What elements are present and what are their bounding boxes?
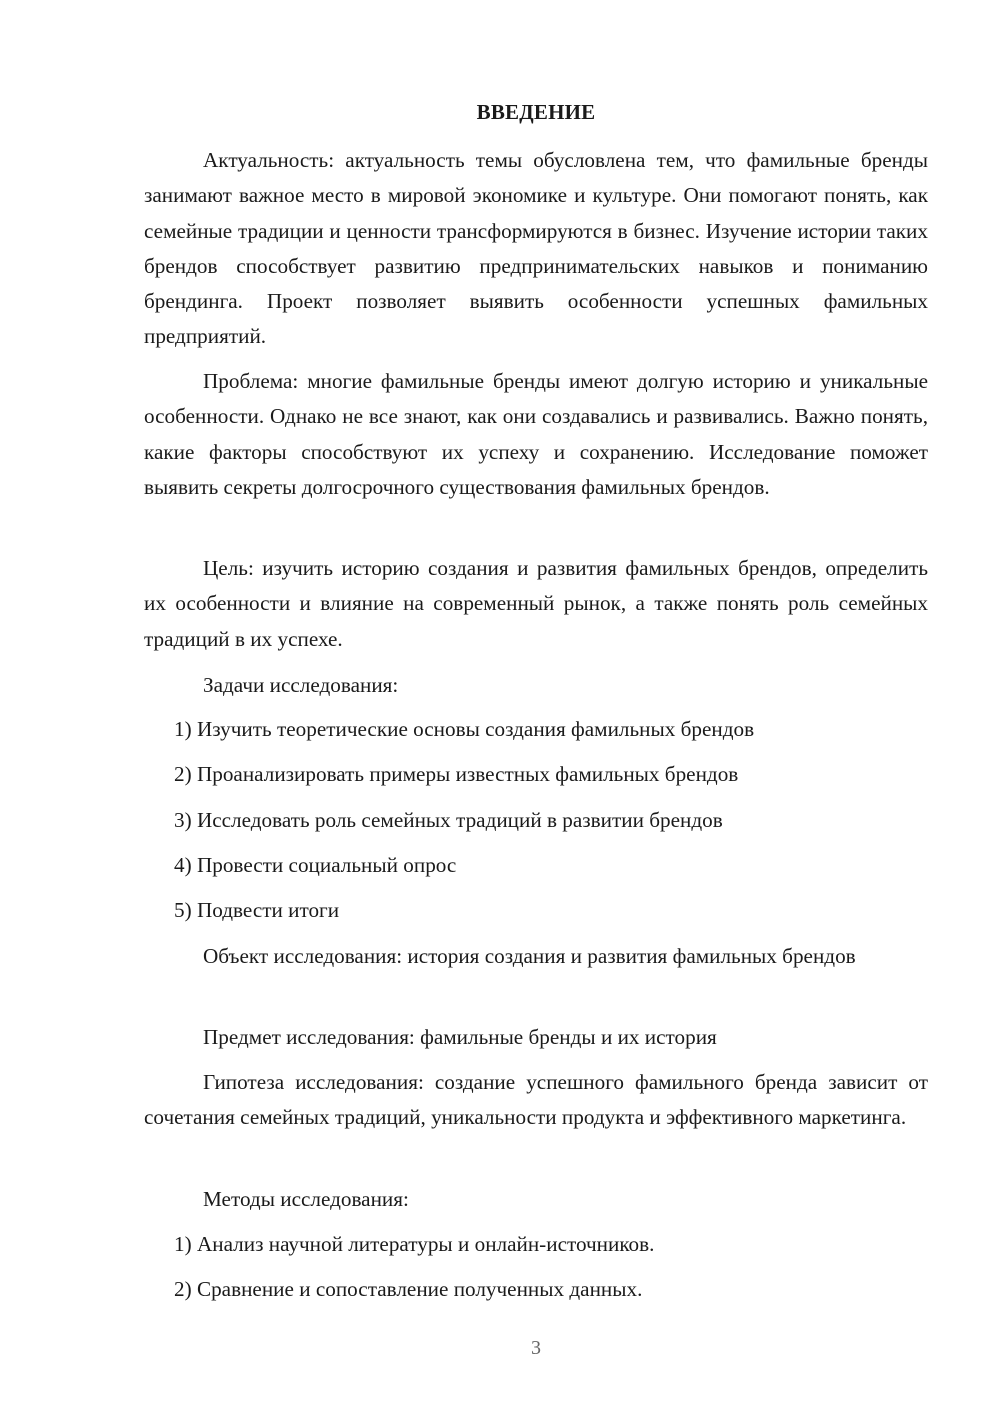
page-number: 3 <box>531 1337 541 1359</box>
task-item-4: 4) Провести социальный опрос <box>174 853 457 877</box>
task-item-3: 3) Исследовать роль семейных традиций в развитии брендов <box>174 808 723 832</box>
task-item-5: 5) Подвести итоги <box>174 898 340 922</box>
task-item-2: 2) Проанализировать примеры известных фамильных брендов <box>174 762 739 786</box>
object-paragraph: Объект исследования: история создания и развития фамильных брендов <box>203 944 856 968</box>
relevance-paragraph: Актуальность: актуальность темы обусловлена тем, что фамильные бренды занимают важное место в мировой экономике и культуре. Они помогают понять, как семейные традиции и ценности трансформируются в бизнес. Изучение истории таких брендов способствует развитию предпринимательских навыков и пониманию брендинга. Проект позволяет выявить особенности успешных фамильных предприятий. <box>144 148 928 349</box>
page-title: ВВЕДЕНИЕ <box>476 100 596 124</box>
subject-paragraph: Предмет исследования: фамильные бренды и их история <box>203 1025 717 1049</box>
methods-title: Методы исследования: <box>203 1187 409 1211</box>
method-item-1: 1) Анализ научной литературы и онлайн-источников. <box>174 1232 655 1256</box>
problem-paragraph: Проблема: многие фамильные бренды имеют долгую историю и уникальные особенности. Однако не все знают, как они создавались и развивались. Важно понять, какие факторы способствуют их успеху и сохранению. Исследование поможет выявить секреты долгосрочного существования фамильных брендов. <box>144 369 928 499</box>
task-item-1: 1) Изучить теоретические основы создания фамильных брендов <box>174 717 755 741</box>
method-item-2: 2) Сравнение и сопоставление полученных данных. <box>174 1277 643 1301</box>
tasks-title: Задачи исследования: <box>203 673 399 697</box>
hypothesis-paragraph: Гипотеза исследования: создание успешного фамильного бренда зависит от сочетания семейных традиций, уникальности продукта и эффективного маркетинга. <box>144 1070 928 1130</box>
goal-paragraph: Цель: изучить историю создания и развития фамильных брендов, определить их особенности и влияние на современный рынок, а также понять роль семейных традиций в их успехе. <box>144 556 928 651</box>
